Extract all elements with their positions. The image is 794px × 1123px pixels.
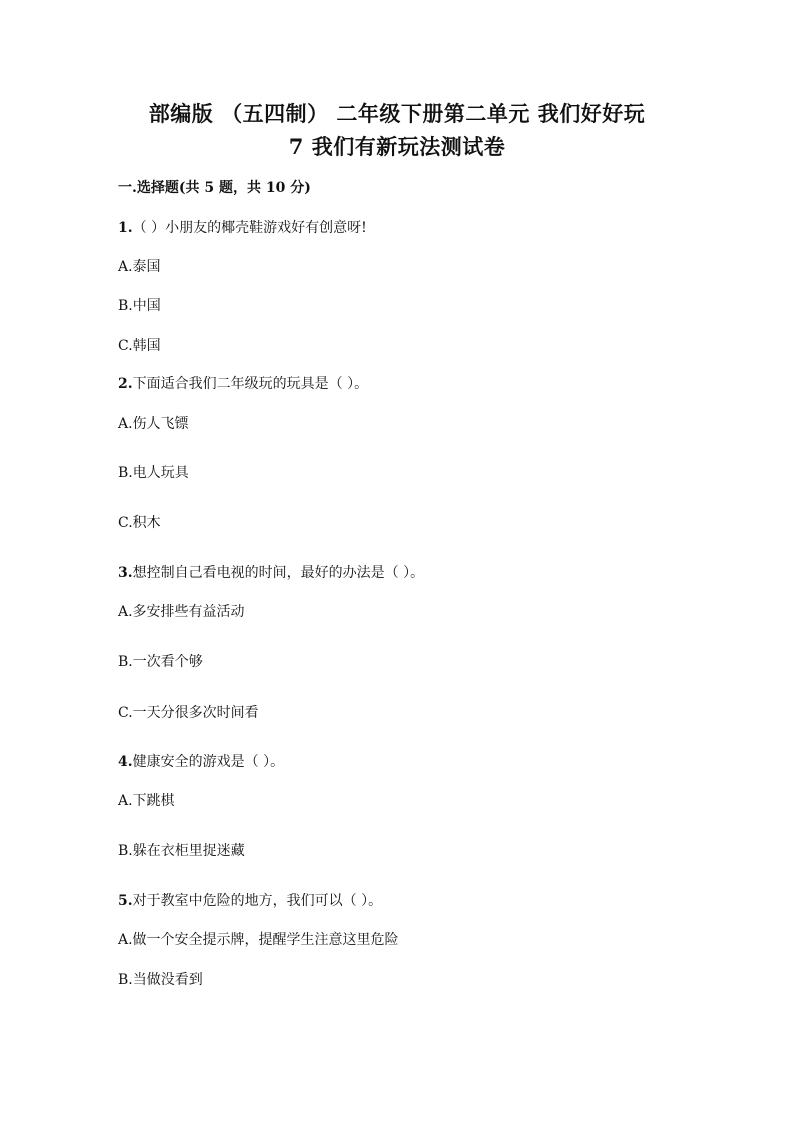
question-2-option-b: B.电人玩具 <box>118 465 189 481</box>
question-2 <box>118 375 368 393</box>
question-1 <box>118 219 367 237</box>
question-stem: （ ）小朋友的椰壳鞋游戏好有创意呀! <box>132 220 367 236</box>
question-4 <box>118 753 284 771</box>
question-number: 1. <box>118 220 133 236</box>
question-5-option-b: B.当做没看到 <box>118 972 203 988</box>
question-stem: 对于教室中危险的地方，我们可以（ ）。 <box>132 893 383 909</box>
question-number: 4. <box>118 754 133 770</box>
question-5-option-a: A.做一个安全提示牌，提醒学生注意这里危险 <box>118 932 399 948</box>
question-1-option-a: A.泰国 <box>118 259 161 275</box>
question-4-option-a: A.下跳棋 <box>118 793 175 809</box>
question-2-option-c: C.积木 <box>118 515 161 531</box>
question-2-option-a: A.伤人飞镖 <box>118 416 189 432</box>
question-3-option-a: A.多安排些有益活动 <box>118 604 245 620</box>
question-4-option-b: B.躲在衣柜里捉迷藏 <box>118 843 245 859</box>
question-stem: 健康安全的游戏是（ ）。 <box>132 754 285 770</box>
question-stem: 下面适合我们二年级玩的玩具是（ ）。 <box>132 376 369 392</box>
question-number: 5. <box>118 893 133 909</box>
section-heading: 一.选择题(共 5 题，共 10 分) <box>118 180 311 196</box>
question-1-option-c: C.韩国 <box>118 338 161 354</box>
question-1-option-b: B.中国 <box>118 298 161 314</box>
question-3-option-b: B.一次看个够 <box>118 654 203 670</box>
question-stem: 想控制自己看电视的时间，最好的办法是（ ）。 <box>132 565 425 581</box>
exam-title-line-2: 7 我们有新玩法测试卷 <box>288 134 506 159</box>
question-3 <box>118 564 424 582</box>
question-number: 3. <box>118 565 133 581</box>
question-number: 2. <box>118 376 133 392</box>
question-3-option-c: C.一天分很多次时间看 <box>118 705 259 721</box>
question-5 <box>118 892 382 910</box>
exam-title-line-1: 部编版 （五四制） 二年级下册第二单元 我们好好玩 <box>148 101 646 126</box>
